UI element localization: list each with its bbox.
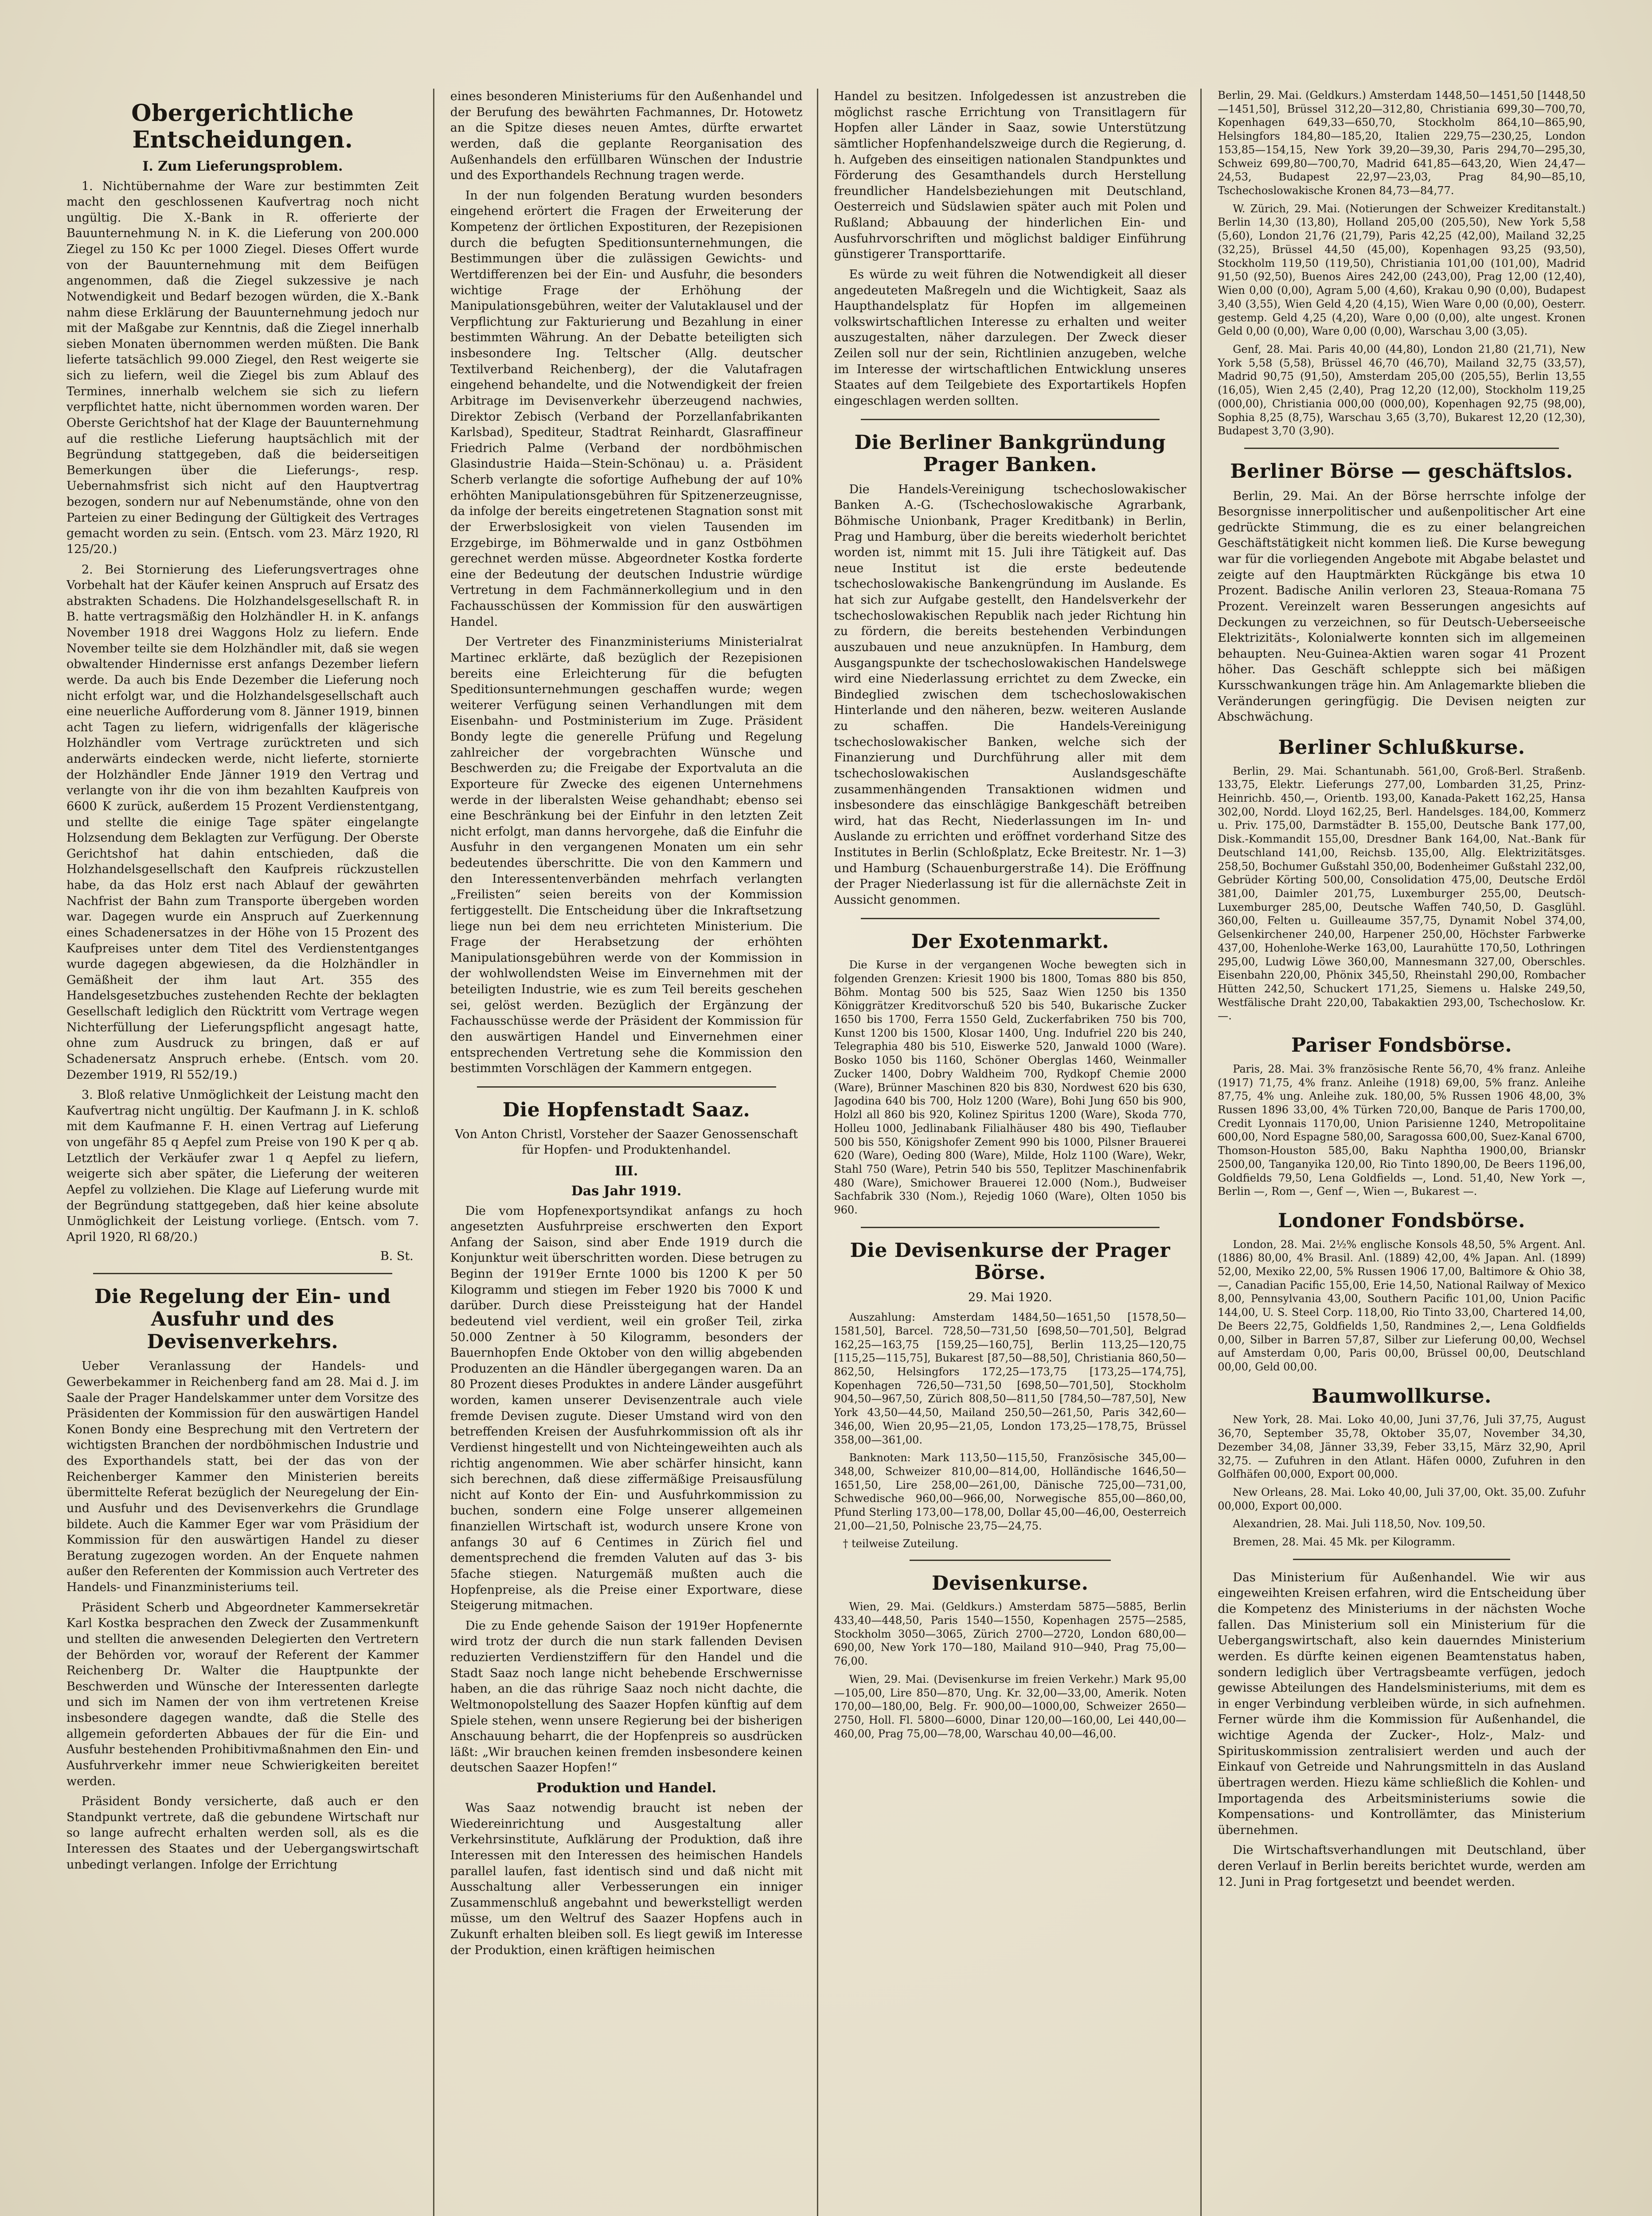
headline-prague-exchange-rates: Die Devisenkurse der Prager Börse. <box>850 1239 1171 1284</box>
divider <box>910 1560 1111 1561</box>
article-paragraph: 3. Bloß relative Unmöglichkeit der Leistung macht den Kaufvertrag nicht ungültig. Der Kaufmann J. in K. schloß mit dem Kaufmanne F. H. einen Vertrag auf Lieferung von ungefähr 85 q Aepfel zum Preise von 190 K per q ab. Letztlich der Verkäufer zwar 1 q Aepfel zu liefern, weigerte sich aber später, die Lieferung der weiteren Aepfel zu vollziehen. Die Klage auf Lieferung wurde mit der Begründung stattgegeben, daß hier keine absolute Unmöglichkeit der Leistung vorliege. (Entsch. vom 7. April 1920, Rl 68/20.) <box>66 1088 419 1244</box>
article-paragraph: Was Saaz notwendig braucht ist neben der Wiedereinrichtung und Ausgestaltung aller Verkehrsinstitute, Aufklärung der Produktion, daß ihre Interessen mit den Interessen des heimischen Handels parallel laufen, fast identisch sind und daß nicht mit Ausschaltung aller Verbesserungen ein inniger Zusammenschluß angebahnt und bewerkstelligt werden müsse, um den Weltruf des Saazer Hopfens auch in Zukunft erhalten bleiben soll. Es liegt gewiß im Interesse der Produktion, einen kräftigen heimischen <box>450 1801 803 1957</box>
headline-import-export-regulation: Die Regelung der Ein- und Ausfuhr und des Devisenverkehrs. <box>94 1285 391 1353</box>
headline-exotic-market: Der Exotenmarkt. <box>911 930 1109 953</box>
article-paragraph: 1. Nichtübernahme der Ware zur bestimmten Zeit macht den geschlossenen Kaufvertrag noch nicht ungültig. Die X.-Bank in R. offerierte der Bauunternehmung N. in K. die Lieferung von 200.000 Ziegel zu 150 Kc per 1000 Ziegel. Dieses Offert wurde von der Bauunternehmung mit dem Beifügen angenommen, daß die Ziegel sukzessive je nach Notwendigkeit und Bedarf bezogen würden, die X.-Bank nahm diese Erklärung der Bauunternehmung jedoch nur mit der Maßgabe zur Kenntnis, daß die Ziegel innerhalb sieben Monaten übernommen werden müßten. Die Bank lieferte tatsächlich 99.000 Ziegel, den Rest weigerte sie sich zu liefern, weil die Ziegel bis zum Ablauf des Termines, innerhalb welchem sie sich zu liefern verpflichtet hatte, nicht übernommen worden waren. Der Oberste Gerichtshof hat der Klage der Bauunternehmung auf die restliche Lieferung hauptsächlich mit der Begründung stattgegeben, daß die beiderseitigen Bemerkungen über die Lieferungs-, resp. Uebernahmsfrist sich nicht auf den Hauptvertrag bezogen, sondern nur auf Nebenumstände, ohne von den Parteien zu einer Bedingung der Gültigkeit des Vertrages gemacht worden zu sein. (Entsch. vom 23. März 1920, Rl 125/20.) <box>66 179 419 556</box>
article-paragraph: Der Vertreter des Finanzministeriums Ministerialrat Martinec erklärte, daß bezüglich der Rezepisionen bereits eine Erleichterung für die befugten Speditionsunternehmungen geschaffen wurde; wegen weiterer Verfügung seinen Verhandlungen mit dem Eisenbahn- und Postministerium im Zuge. Präsident Bondy legte die generelle Prüfung und Regelung zahlreicher der vorgebrachten Wünsche und Beschwerden zu; die Freigabe der Exportvaluta an die Exporteure für Zwecke des eigenen Unternehmens werde in der liberalsten Weise gehandhabt; ebenso sei eine Beschränkung bei der Einfuhr in den letzten Zeit nicht erfolgt, man danns hervorgehe, daß die Einfuhr die Ausfuhr in den vergangenen Monaten um ein sehr bedeutendes überschritte. Die von den Kammern und den Interessentenverbänden mehrfach verlangten „Freilisten“ seien bereits von der Kommission fertiggestellt. Die Entscheidung über die Inkraftsetzung liege nun bei dem neu errichteten Ministerium. Die Frage der Herabsetzung der erhöhten Manipulationsgebühren werde von der Kommission in der wohlwollendsten Weise im Einvernehmen mit der beteiligten Industrie, wie es zum Teil bereits geschehen sei, gelöst werden. Bezüglich der Ergänzung der Fachausschüsse werde der Präsident der Kommission für den auswärtigen Handel und Einvernehmen einer entsprechenden Vertretung sehe die Kommission den bestimmten Vorschlägen der Kammern entgegen. <box>450 635 803 1076</box>
author-signature: B. St. <box>380 1249 414 1264</box>
article-paragraph: Handel zu besitzen. Infolgedessen ist anzustreben die möglichst rasche Errichtung von Transitlagern für Hopfen aller Länder in Saaz, sowie Unterstützung sämtlicher Hopfenhandelszweige durch die Regierung, d. h. Aufgeben des einseitigen nationalen Standpunktes und Förderung des Gesamthandels durch Herstellung freundlicher Handelsbeziehungen mit Deutschland, Oesterreich und Südslawien später auch mit Polen und Rußland; Abbauung der hinderlichen Ein- und Ausfuhrvorschriften und möglichst baldiger Einführung günstigerer Transporttarife. <box>834 90 1187 261</box>
divider <box>477 1086 776 1088</box>
subhead-delivery-problem: I. Zum Lieferungsproblem. <box>142 158 343 174</box>
article-paragraph: Ueber Veranlassung der Handels- und Gewerbekammer in Reichenberg fand am 28. Mai d. J. im Saale der Prager Handelskammer unter dem Vorsitze des Präsidenten der Kommission für den auswärtigen Handel Konen Bondy eine Besprechung mit den Vertretern der wichtigsten Branchen der nordböhmischen Industrie und des Exporthandels statt, bei der das von der Reichenberger Kammer den Ministerien bereits übermittelte Referat bezüglich der Neuregelung der Ein- und Ausfuhr und des Devisenverkehrs die Grundlage bildete. Auch die Kammer Eger war vom Präsidium der Kommission für den auswärtigen Handel zu dieser Beratung zugezogen worden. An der Enquete nahmen außer den Referenten der Kommission auch Vertreter des Handels- und Finanzministeriums teil. <box>66 1359 419 1594</box>
footnote: † teilweise Zuteilung. <box>843 1537 959 1550</box>
article-paragraph: Es würde zu weit führen die Notwendigkeit all dieser angedeuteten Maßregeln und die Wichtigkeit, Saaz als Haupthandelsplatz für Hopfen im allgemeinen volkswirtschaftlichen Interesse zu erhalten und weiter auszugestalten, näher darzulegen. Der Zweck dieser Zeilen soll nur der sein, Richtlinien anzugeben, welche im Interesse der wirtschaftlichen Entwicklung unseres Staates auf dem Teilgebiete des Exportartikels Hopfen eingeschlagen werden sollten. <box>834 267 1187 408</box>
page-columns <box>66 89 1586 2216</box>
article-paragraph: Die zu Ende gehende Saison der 1919er Hopfenernte wird trotz der durch die nun stark fallenden Devisen reduzierten Verdienstziffern für den Handel und die Stadt Saaz noch lange nicht behebende Erschwernisse haben, an die das rührige Saaz noch nicht dachte, die Weltmonopolstellung des Saazer Hopfen künftig auf dem Spiele stehen, wenn unsere Regierung bei der bisherigen Anschauung beharrt, die der Hopfenpreis so ausdrücken läßt: „Wir brauchen keinen fremden insbesondere keinen deutschen Saazer Hopfen!“ <box>450 1619 803 1775</box>
headline-exchange-rates: Devisenkurse. <box>932 1572 1089 1595</box>
rates-paragraph: Bremen, 28. Mai. 45 Mk. per Kilogramm. <box>1233 1536 1456 1549</box>
report-date: 29. Mai 1920. <box>968 1291 1052 1304</box>
rates-paragraph: Alexandrien, 28. Mai. Juli 118,50, Nov. 109,50. <box>1233 1518 1486 1530</box>
rates-paragraph: W. Zürich, 29. Mai. (Notierungen der Schweizer Kreditanstalt.) Berlin 14,30 (13,80), Holland 205,00 (205,50), New York 5,58 (5,60), London 21,76 (21,79), Paris 42,25 (42,00), Mailand 32,25 (32,25), Brüssel 44,50 (45,00), Kopenhagen 93,25 (93,50), Stockholm 119,50 (119,50), Christiania 101,00 (101,00), Madrid 91,50 (92,50), Buenos Aires 242,00 (243,00), Prag 12,00 (12,40), Wien 0,00 (0,00), Agram 5,00 (4,60), Krakau 0,90 (0,00), Budapest 3,40 (3,55), Wien Geld 4,20 (4,15), Wien Ware 0,00 (0,00), Oesterr. gestemp. Geld 4,25 (4,20), Ware 0,00 (0,00), alte ungest. Kronen Geld 0,00 (0,00), Ware 0,00 (0,00), Warschau 3,00 (3,05). <box>1218 202 1586 338</box>
section-title: Produktion und Handel. <box>536 1780 717 1796</box>
divider <box>93 1273 392 1274</box>
article-paragraph: Das Ministerium für Außenhandel. Wie wir aus eingeweihten Kreisen erfahren, wird die Entscheidung über die Kompetenz des Ministeriums in der nächsten Woche fallen. Das Ministerium soll ein Ministerium für die Uebergangswirtschaft, also kein dauerndes Ministerium werden. Es dürfte keinen eigenen Beamtenstatus haben, sondern lediglich über Vertragsbeamte verfügen, jedoch gewisse Abteilungen des Handelsministeriums, mit dem es in enger Verbindung verbleiben würde, in sich aufnehmen. Ferner würde ihm die Kommission für Außenhandel, die wichtige Agenda der Zucker-, Holz-, Malz- und Spirituskommission zentralisiert werden und auch der Einkauf von Getreide und Nahrungsmitteln in das Ausland übertragen werden. Hiezu käme schließlich die Kohlen- und Importagenda des Arbeitsministeriums sowie die Kompensations- und Kontrollämter, das Ministerium übernehmen. <box>1218 1570 1586 1837</box>
rates-paragraph: Banknoten: Mark 113,50—115,50, Französische 345,00—348,00, Schweizer 810,00—814,00, Holländische 1646,50—1651,50, Lire 258,00—261,00, Dänische 725,00—731,00, Schwedische 960,00—966,00, Norwegische 855,00—860,00, Pfund Sterling 173,00—178,00, Dollar 45,00—46,00, Oesterreich 21,00—21,50, Polnische 23,75—24,75. <box>834 1451 1187 1532</box>
section-title: Das Jahr 1919. <box>571 1183 682 1199</box>
rates-paragraph: Wien, 29. Mai. (Devisenkurse im freien Verkehr.) Mark 95,00—105,00, Lire 850—870, Ung. Kr. 32,00—33,00, Amerik. Noten 170,00—180,00, Belg. Fr. 900,00—1000,00, Schweizer 2650—2750, Holl. Fl. 5800—6000, Dinar 120,00—160,00, Lei 440,00—460,00, Prag 75,00—78,00, Warschau 40,00—46,00. <box>834 1673 1187 1740</box>
rates-paragraph: Auszahlung: Amsterdam 1484,50—1651,50 [1578,50—1581,50], Barcel. 728,50—731,50 [698,50—701,50], Belgrad 162,25—163,75 [159,25—160,75], Berlin 113,25—120,75 [115,25—115,75], Bukarest [87,50—88,50], Christiania 860,50—862,50, Helsingfors 172,25—173,75 [173,25—174,75], Kopenhagen 726,50—731,50 [698,50—701,50], Stockholm 904,50—967,50, Zürich 808,50—811,50 [784,50—787,50], New York 43,50—44,50, Mailand 250,50—261,50, Paris 342,60—346,00, Wien 20,95—21,05, London 173,25—178,75, Brüssel 358,00—361,00. <box>834 1311 1187 1446</box>
rates-paragraph: London, 28. Mai. 2½% englische Konsols 48,50, 5% Argent. Anl. (1886) 80,00, 4% Brasil. Anl. (1889) 42,00, 4% Japan. Anl. (1899) 52,00, Mexiko 22,00, 5% Russen 1906 17,00, Baltimore & Ohio 38,—, Canadian Pacific 155,00, Erie 14,50, National Railway of Mexico 8,00, Pennsylvania 43,00, Southern Pacific 101,00, Union Pacific 144,00, U. S. Steel Corp. 118,00, Rio Tinto 33,00, Chartered 14,00, De Beers 22,75, Goldfields 1,50, Randmines 2,—, Lena Goldfields 0,00, Silber in Barren 57,87, Silber zur Lieferung 00,00, Wechsel auf Amsterdam 0,00, Paris 00,00, Brüssel 00,00, Deutschland 00,00, Geld 00,00. <box>1218 1238 1586 1373</box>
rates-paragraph: Paris, 28. Mai. 3% französische Rente 56,70, 4% franz. Anleihe (1917) 71,75, 4% franz. Anleihe (1918) 69,00, 5% franz. Anleihe 87,75, 4% ung. Anleihe zuk. 180,00, 5% Russen 1906 48,00, 3% Russen 1896 33,00, 4% Türken 720,00, Banque de Paris 1700,00, Credit Lyonnais 1170,00, Union Parisienne 1240, Metropolitaine 600,00, Nord Espagne 580,00, Saragossa 600,00, Suez-Kanal 6700, Thomson-Houston 585,00, Baku Naphtha 1900,00, Brianskr 2500,00, Tanganyika 120,00, Rio Tinto 1890,00, De Beers 1196,00, Goldfields 79,50, Lena Goldfields —, Lond. 51,40, New York —, Berlin —, Rom —, Genf —, Wien —, Bukarest —. <box>1218 1062 1586 1198</box>
article-paragraph: Die vom Hopfenexportsyndikat anfangs zu hoch angesetzten Ausfuhrpreise erschwerten den Export Anfang der Saison, sind aber Ende 1919 durch die Konjunktur weit überschritten worden. Diese betrugen zu Beginn der 1919er Ernte 1000 bis 1200 K per 50 Kilogramm und stiegen im Feber 1920 bis 7000 K und darüber. Durch diese Preissteigung hat der Handel bedeutend viel verdient, weil ein großer Teil, zirka 50.000 Zentner à 50 Kilogramm, besonders der Bauernhopfen Ende Oktober von den willig abgebenden Produzenten an die Händler übergegangen waren. Da an 80 Prozent dieses Produktes in andere Länder ausgeführt worden, kamen unserer Devisenzentrale auch viele fremde Devisen zugute. Dieser Umstand wird von den betreffenden Kreisen der Ausfuhrkommission oft als ihr Verdienst hingestellt und von Nichteingeweihten auch als richtig angenommen. Wie aber schärfer hinsicht, kann sich berechnen, daß diese ziffermäßige Preisausfülung nicht auf Konto der Ein- und Ausfuhrkommission zu buchen, sondern eine Folge unserer allgemeinen finanziellen Wirtschaft ist, wodurch unsere Krone von anfangs 30 auf 6 Centimes in Zürich fiel und dementsprechend die fremden Valuten auf das 3- bis 5fache stiegen. Naturgemäß mußten auch die Hopfenpreise, als die Preise einer Exportware, diese Steigerung mitmachen. <box>450 1204 803 1613</box>
divider <box>861 1227 1160 1228</box>
column-4 <box>1218 89 1586 2216</box>
article-paragraph: Berlin, 29. Mai. An der Börse herrschte infolge der Besorgnisse innerpolitischer und außenpolitischer Art eine gedrückte Stimmung, die es zu einer belangreichen Geschäftstätigkeit nicht kommen ließ. Die Kurse bewegung war für die vorliegenden Angebote mit Abgabe belastet und zeigte auf den Hauptmärkten Rückgänge bis etwa 10 Prozent. Badische Anilin verloren 23, Steaua-Romana 75 Prozent. Vereinzelt waren Besserungen angesichts auf Deckungen zu verzeichnen, so für Deutsch-Ueberseeische Elektrizitäts-, Kolonialwerte konnten sich im allgemeinen behaupten. Neu-Guinea-Aktien waren sogar 41 Prozent höher. Das Geschäft schleppte sich bei mäßigen Kursschwankungen träge hin. Am Anlagemarkte blieben die Veränderungen geringfügig. Die Devisen neigten zur Abschwächung. <box>1218 489 1586 724</box>
headline-berlin-closing: Berliner Schlußkurse. <box>1278 736 1525 759</box>
rates-paragraph: Genf, 28. Mai. Paris 40,00 (44,80), London 21,80 (21,71), New York 5,58 (5,58), Brüssel 46,70 (46,70), Mailand 32,75 (33,57), Madrid 90,75 (91,50), Amsterdam 205,00 (205,55), Berlin 13,55 (16,05), Wien 2,45 (2,40), Prag 12,20 (12,00), Stockholm 119,25 (000,00), Christiania 000,00 (000,00), Kopenhagen 92,75 (98,00), Sophia 8,25 (8,75), Warschau 3,65 (3,70), Bukarest 12,20 (12,30), Budapest 3,70 (3,90). <box>1218 343 1586 437</box>
divider <box>1293 1559 1510 1560</box>
rates-paragraph: Wien, 29. Mai. (Geldkurs.) Amsterdam 5875—5885, Berlin 433,40—448,50, Paris 1540—1550, Kopenhagen 2575—2585, Stockholm 3050—3065, Zürich 2700—2720, London 680,00—690,00, New York 170—180, Mailand 910—940, Prag 75,00—76,00. <box>834 1600 1187 1668</box>
article-byline: Von Anton Christl, Vorsteher der Saazer Genossenschaft für Hopfen- und Produktenhandel. <box>455 1128 798 1157</box>
headline-hop-city-saaz: Die Hopfenstadt Saaz. <box>502 1098 750 1121</box>
article-paragraph: Die Wirtschaftsverhandlungen mit Deutschland, über deren Verlauf in Berlin bereits berichtet wurde, werden am 12. Juni in Prag fortgesetzt und beendet werden. <box>1218 1843 1586 1889</box>
headline-london-exchange: Londoner Fondsbörse. <box>1278 1209 1526 1232</box>
rates-paragraph: New Orleans, 28. Mai. Loko 40,00, Juli 37,00, Okt. 35,00. Zufuhr 00,000, Export 00,000. <box>1218 1486 1586 1512</box>
headline-berlin-exchange: Berliner Börse — geschäftslos. <box>1230 460 1573 483</box>
divider <box>861 419 1160 420</box>
rates-paragraph: New York, 28. Mai. Loko 40,00, Juni 37,76, Juli 37,75, August 36,70, September 35,78, Oktober 35,07, November 34,30, Dezember 34,08, Jänner 33,39, Feber 33,15, März 32,90, April 32,75. — Zufuhren in den Atlant. Häfen 0000, Zufuhren in den Golfhäfen 00,000, Export 00,000. <box>1218 1413 1586 1481</box>
divider <box>861 918 1160 919</box>
headline-berlin-bank-founding: Die Berliner Bankgründung Prager Banken. <box>854 431 1166 476</box>
market-paragraph: Die Kurse in der vergangenen Woche bewegten sich in folgenden Grenzen: Kriesit 1900 bis 1800, Tomas 880 bis 850, Böhm. Montag 500 bis 525, Saaz Wien 1250 bis 1350 Königgrätzer Kreditvorschuß 520 bis 540, Bukarische Zucker 1650 bis 1700, Ferra 1550 Geld, Zuckerfabriken 750 bis 700, Kunst 1200 bis 1500, Klosar 1400, Ung. Indufriel 220 bis 240, Telegraphia 480 bis 510, Eiswerke 520, Janwald 1000 (Ware). Bosko 1050 bis 1160, Schöner Oberglas 1460, Weinmaller Zucker 1400, Dobry Waldheim 700, Rydkopf Chemie 2000 (Ware), Brünner Maschinen 820 bis 830, Nordwest 620 bis 630, Jagodina 640 bis 700, Holz 1200 (Ware), Bohi Jung 650 bis 900, Holzl all 860 bis 920, Kolinez Spiritus 1200 (Ware), Skoda 770, Holleu 1000, Jedlinabank Filialhäuser 480 bis 490, Tieflauber 500 bis 550, Königshofer Zement 990 bis 1000, Pilsner Brauerei 620 (Ware), Oeding 800 (Ware), Milde, Holz 1100 (Ware), Wekr, Stahl 750 (Ware), Petrin 540 bis 550, Teplitzer Maschinenfabrik 480 (Ware), Smichower Brauerei 12.000 (Nom.), Budweiser Sachfabrik 330 (Nom.), Rejedig 1060 (Ware), Olten 1050 bis 960. <box>834 959 1187 1217</box>
section-number: III. <box>614 1163 638 1179</box>
headline-court-decisions: Obergerichtliche Entscheidungen. <box>131 100 354 153</box>
rates-paragraph: Berlin, 29. Mai. Schantunabh. 561,00, Groß-Berl. Straßenb. 133,75, Elektr. Lieferungs 277,00, Lombarden 31,25, Prinz-Heinrichb. 450,—, Orientb. 193,00, Kanada-Pakett 162,25, Hansa 302,00, Nordd. Lloyd 162,25, Berl. Handelsges. 184,00, Kommerz u. Priv. 175,00, Darmstädter B. 155,00, Deutsche Bank 177,00, Disk.-Kommandit 155,00, Dresdner Bank 164,00, Nat.-Bank für Deutschland 141,00, Reichsb. 135,00, Allg. Elektrizitätsges. 258,50, Bochumer Gußstahl 350,00, Bodenheimer Gußstahl 232,00, Gebrüder Körting 500,00, Consolidation 475,00, Deutsche Erdöl 381,00, Daimler 201,75, Luxemburger 255,00, Deutsch-Luxemburger 285,00, Deutsche Waffen 740,50, D. Gasglühl. 360,00, Felten u. Guilleaume 357,75, Dynamit Nobel 374,00, Gelsenkirchener 240,00, Harpener 250,00, Höchster Farbwerke 437,00, Hohenlohe-Werke 163,00, Laurahütte 170,50, Lothringen 295,00, Ludwig Löwe 360,00, Mannesmann 327,00, Oberschles. Eisenbahn 220,00, Phönix 345,50, Rheinstahl 290,00, Rombacher Hütten 242,50, Schuckert 171,25, Siemens u. Halske 249,50, Westfälische Draht 220,00, Tabakaktien 293,00, Tschechoslow. Kr. —. <box>1218 765 1586 1022</box>
rates-paragraph: Berlin, 29. Mai. (Geldkurs.) Amsterdam 1448,50—1451,50 [1448,50—1451,50], Brüssel 312,20—312,80, Christiania 699,30—700,70, Kopenhagen 649,33—650,70, Stockholm 864,10—865,90, Helsingfors 184,80—185,20, Italien 229,75—230,25, London 153,85—154,15, New York 39,20—39,30, Paris 294,70—295,30, Schweiz 699,80—700,70, Madrid 641,85—643,20, Wien 24,47—24,53, Budapest 22,97—23,03, Prag 84,90—85,10, Tschechoslowakische Kronen 84,73—84,77. <box>1218 89 1586 197</box>
article-paragraph: Präsident Bondy versicherte, daß auch er den Standpunkt vertrete, daß die gebundene Wirtschaft nur so lange aufrecht erhalten werden soll, als es die Interessen des Staates und der Uebergangswirtschaft unbedingt verlangen. Infolge der Errichtung <box>66 1795 419 1872</box>
article-paragraph: Die Handels-Vereinigung tschechoslowakischer Banken A.-G. (Tschechoslowakische Agrarbank, Böhmische Unionbank, Prager Kreditbank) in Berlin, Prag und Hamburg, über die bereits wiederholt berichtet worden ist, nimmt mit 15. Juli ihre Tätigkeit auf. Das neue Institut ist die erste bedeutende tschechoslowakische Bankengründung im Auslande. Es hat sich zur Aufgabe gestellt, den Handelsverkehr der tschechoslowakischen Republik nach jeder Richtung hin zu fördern, die bereits bestehenden Verbindungen auszubauen und neue anzuknüpfen. In Hamburg, dem Ausgangspunkte der tschechoslowakischen Handelswege wird eine Niederlassung errichtet zu dem Zwecke, ein Bindeglied zwischen dem tschechoslowakischen Hinterlande und den näheren, bezw. weiteren Auslande zu schaffen. Die Handels-Vereinigung tschechoslowakischer Banken, welche sich der Finanzierung und Durchführung aller mit dem tschechoslowakischen Auslandsgeschäfte zusammenhängenden Transaktionen widmen und insbesondere das einschlägige Bankgeschäft betreiben wird, hat das Recht, Niederlassungen im In- und Auslande zu errichten und eröffnet vorderhand Sitze des Institutes in Berlin (Schloßplatz, Ecke Breitestr. Nr. 1—3) und Hamburg (Schauenburgerstraße 14). Die Eröffnung der Prager Niederlassung ist für die allernächste Zeit in Aussicht genommen. <box>834 482 1187 907</box>
column-3 <box>834 89 1202 2216</box>
article-paragraph: 2. Bei Stornierung des Lieferungsvertrages ohne Vorbehalt hat der Käufer keinen Anspruch auf Ersatz des abstrakten Schadens. Die Holzhandelsgesellschaft R. in B. hatte vertragsmäßig den Holzhändler H. in K. anfangs November 1918 drei Waggons Holz zu liefern. Ende November teilte sie dem Holzhändler mit, daß sie wegen obwaltender Hindernisse erst anfangs Dezember liefern werde. Da auch bis Ende Dezember die Lieferung noch nicht erfolgt war, und die Holzhandelsgesellschaft auch eine neuerliche Aufforderung vom 8. Jänner 1919, binnen acht Tagen zu liefern, widrigenfalls der klägerische Holzhändler vom Vertrage zurücktreten und sich anderwärts eindecken werde, nicht lieferte, stornierte der Holzhändler Ende Jänner 1919 den Vertrag und verlangte von ihr die von ihm bezahlten Kaufpreis von 6600 K zurück, außerdem 15 Prozent Verdienstentgang, und stellte die einige Tage später eingelangte Holzsendung dem Beklagten zur Verfügung. Der Oberste Gerichtshof hat dahin entschieden, daß die Holzhandelsgesellschaft den Kaufpreis rückzustellen habe, da das Holz erst nach Ablauf der gewährten Nachfrist der Bahn zum Transporte übergeben worden war. Dagegen wurde ein Anspruch auf Zuerkennung eines Schadenersatzes in der Höhe von 15 Prozent des Kaufpreises unter dem Titel des Verdienstentganges wurde dagegen abgewiesen, da die Holzhändler in Gemäßheit der ihm laut Art. 355 des Handelsgesetzbuches zustehenden Rechte der beklagten Gesellschaft lediglich den Rücktritt vom Vertrage wegen Nichterfüllung der Lieferungspflicht angesagt hatte, ohne zum Ausdruck zu bringen, daß er auf Schadenersatz Anspruch erhebe. (Entsch. vom 20. Dezember 1919, Rl 552/19.) <box>66 562 419 1082</box>
headline-cotton-prices: Baumwollkurse. <box>1312 1385 1492 1408</box>
divider <box>1244 448 1559 449</box>
article-paragraph: Präsident Scherb und Abgeordneter Kammersekretär Karl Kostka besprachen den Zweck der Zusammenkunft und stellten die anwesenden Delegierten den Vertretern der Behörden vor, worauf der Referent der Kammer Reichenberg Dr. Walter die Hauptpunkte der Beschwerden und Wünsche der Interessenten darlegte und sich im Namen der von ihm vertretenen Kreise insbesondere dagegen wandte, daß die Stelle des allgemein geforderten Abbaues der für die Ein- und Ausfuhr bestehenden Prohibitivmaßnahmen den Ein- und Ausfuhrverkehr immer neue Schwierigkeiten bereitet werden. <box>66 1600 419 1788</box>
article-paragraph: In der nun folgenden Beratung wurden besonders eingehend erörtert die Fragen der Erweiterung der Kompetenz der örtlichen Expostituren, der Rezepisionen durch die befugten Speditionsunternehmungen, die Bestimmungen über die zulässigen Gewichts- und Wertdifferenzen bei der Ein- und Ausfuhr, die besonders wichtige Frage der Erhöhung der Manipulationsgebühren, weiter der Valutaklausel und der Verpflichtung zur Fakturierung und Bezahlung in einer bestimmten Währung. An der Debatte beteiligten sich insbesondere Ing. Teltscher (Allg. deutscher Textilverband Reichenberg), der die Valutafragen eingehend behandelte, und die Notwendigkeit der freien Arbitrage im Devisenverkehr überzeugend nachwies, Direktor Zebisch (Verband der Porzellanfabrikanten Karlsbad), Spediteur, Stadtrat Reinhardt, Glasraffineur Friedrich Palme (Verband der nordböhmischen Glasindustrie Haida—Stein-Schönau) u. a. Präsident Scherb verlangte die sofortige Aufhebung der auf 10% erhöhten Manipulationsgebühren für Spitzenerzeugnisse, da infolge der bereits eingetretenen Stagnation sonst mit der Erwerbslosigkeit von vielen Tausenden im Erzgebirge, im Böhmerwalde und in ganz Ostböhmen gerechnet werden müsse. Abgeordneter Kostka forderte eine der Bedeutung der deutschen Industrie würdige Vertretung in dem Fachmännerkollegium und in den Fachausschüssen der Kommission für den auswärtigen Handel. <box>450 188 803 629</box>
column-2 <box>450 89 818 2216</box>
column-1 <box>66 89 434 2216</box>
article-paragraph: eines besonderen Ministeriums für den Außenhandel und der Berufung des bewährten Fachmannes, Dr. Hotowetz an die Spitze dieses neuen Amtes, dürfte erwartet werden, daß die geplante Reorganisation des Außenhandels den erfüllbaren Wünschen der Industrie und des Exporthandels Rechnung tragen werde. <box>450 90 803 183</box>
headline-paris-exchange: Pariser Fondsbörse. <box>1291 1034 1512 1057</box>
